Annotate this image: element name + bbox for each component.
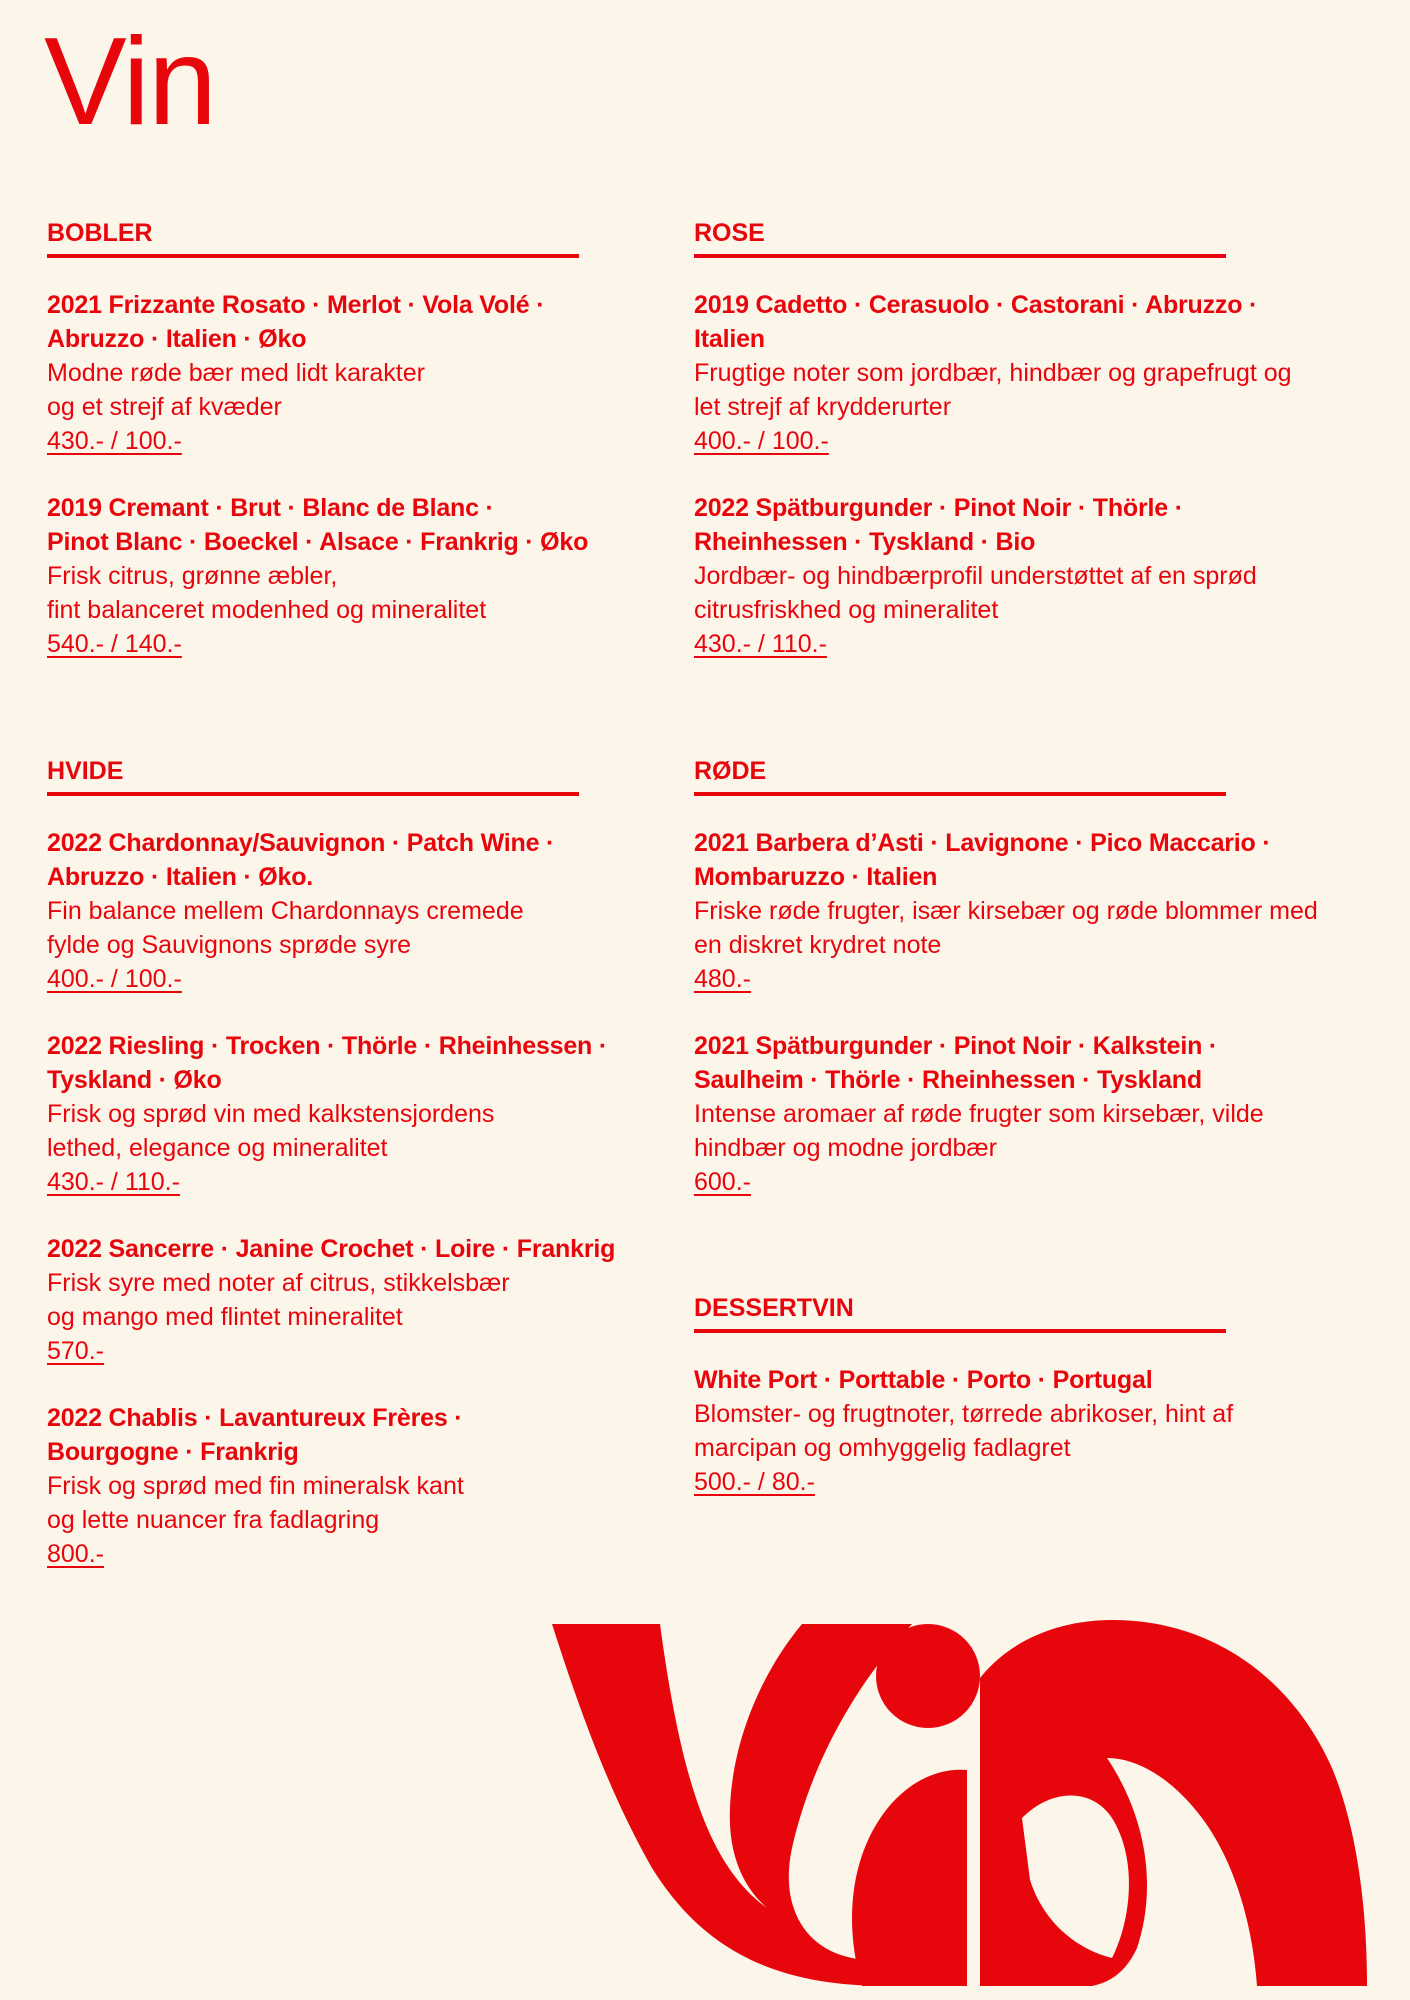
section-title: DESSERTVIN (694, 1293, 1226, 1333)
wine-name: Abruzzo · Italien · Øko (47, 325, 307, 353)
section-hvide (47, 756, 687, 1604)
wine-name: 2021 Spätburgunder · Pinot Noir · Kalkstein · (694, 1032, 1218, 1060)
wine-item (694, 288, 1334, 458)
wine-price: 540.- / 140.- (47, 630, 182, 658)
wine-description: Frisk citrus, grønne æbler, (47, 562, 338, 590)
wine-name: Bourgogne · Frankrig (47, 1438, 299, 1466)
wine-name: 2019 Cremant · Brut · Blanc de Blanc · (47, 494, 494, 522)
section-bobler (47, 218, 687, 694)
section-title: BOBLER (47, 218, 579, 258)
wine-description: en diskret krydret note (694, 931, 942, 959)
wine-list (694, 1363, 1334, 1499)
wine-description: og mango med flintet mineralitet (47, 1303, 403, 1331)
wine-description: og lette nuancer fra fadlagring (47, 1506, 380, 1534)
wine-description: Intense aromaer af røde frugter som kirsebær, vilde (694, 1100, 1264, 1128)
wine-name: Tyskland · Øko (47, 1066, 222, 1094)
wine-list (694, 288, 1334, 661)
wine-item (47, 826, 687, 996)
wine-name: Pinot Blanc · Boeckel · Alsace · Frankrig · Øko (47, 528, 589, 556)
wine-description: let strejf af krydderurter (694, 393, 952, 421)
wine-description: Frugtige noter som jordbær, hindbær og grapefrugt og (694, 359, 1292, 387)
wine-description: citrusfriskhed og mineralitet (694, 596, 999, 624)
wine-item (47, 1029, 687, 1199)
wine-price: 480.- (694, 965, 751, 993)
wine-description: Fin balance mellem Chardonnays cremede (47, 897, 524, 925)
wine-price: 400.- / 100.- (47, 965, 182, 993)
wine-price: 430.- / 110.- (47, 1168, 180, 1196)
logo-letter-i (852, 1770, 967, 1986)
wine-description: Friske røde frugter, især kirsebær og røde blommer med (694, 897, 1318, 925)
wine-name: Mombaruzzo · Italien (694, 863, 938, 891)
page-title: Vin (44, 13, 215, 151)
wine-description: Blomster- og frugtnoter, tørrede abrikoser, hint af (694, 1400, 1234, 1428)
wine-description: Modne røde bær med lidt karakter (47, 359, 425, 387)
wine-item (47, 1401, 687, 1571)
logo-letter-i-dot (876, 1624, 980, 1728)
wine-item (694, 1029, 1334, 1199)
wine-name: 2019 Cadetto · Cerasuolo · Castorani · Abruzzo · Italien (694, 291, 1258, 353)
section-title: RØDE (694, 756, 1226, 796)
wine-price: 800.- (47, 1540, 104, 1568)
section-rode (694, 756, 1334, 1232)
wine-price: 400.- / 100.- (694, 427, 829, 455)
wine-name: 2022 Sancerre · Janine Crochet · Loire · Frankrig (47, 1235, 616, 1263)
wine-description: fint balanceret modenhed og mineralitet (47, 596, 487, 624)
wine-description: og et strejf af kvæder (47, 393, 282, 421)
wine-name: Rheinhessen · Tyskland · Bio (694, 528, 1036, 556)
wine-description: Frisk og sprød med fin mineralsk kant (47, 1472, 464, 1500)
wine-name: 2022 Spätburgunder · Pinot Noir · Thörle · (694, 494, 1183, 522)
section-title: HVIDE (47, 756, 579, 796)
wine-description: hindbær og modne jordbær (694, 1134, 997, 1162)
wine-item (694, 826, 1334, 996)
section-rose (694, 218, 1334, 694)
wine-description: fylde og Sauvignons sprøde syre (47, 931, 412, 959)
wine-name: Saulheim · Thörle · Rheinhessen · Tyskland (694, 1066, 1202, 1094)
wine-price: 600.- (694, 1168, 751, 1196)
wine-price: 500.- / 80.- (694, 1468, 815, 1496)
wine-name: White Port · Porttable · Porto · Portugal (694, 1366, 1153, 1394)
wine-list (694, 826, 1334, 1199)
wine-name: 2021 Barbera d’Asti · Lavignone · Pico Maccario · (694, 829, 1271, 857)
vin-logo (552, 1618, 1367, 1986)
wine-item (47, 1232, 687, 1368)
wine-description: lethed, elegance og mineralitet (47, 1134, 388, 1162)
logo-letter-n (980, 1620, 1367, 1986)
wine-item (47, 491, 687, 661)
wine-price: 430.- / 110.- (694, 630, 827, 658)
wine-list (47, 288, 687, 661)
wine-item (694, 491, 1334, 661)
wine-price: 570.- (47, 1337, 104, 1365)
wine-name: 2022 Chablis · Lavantureux Frères · (47, 1404, 463, 1432)
wine-description: marcipan og omhyggelig fadlagret (694, 1434, 1071, 1462)
wine-name: Abruzzo · Italien · Øko. (47, 863, 314, 891)
wine-description: Jordbær- og hindbærprofil understøttet af en sprød (694, 562, 1257, 590)
wine-name: 2022 Chardonnay/Sauvignon · Patch Wine · (47, 829, 555, 857)
section-dessertvin (694, 1293, 1334, 1532)
wine-list (47, 826, 687, 1571)
wine-description: Frisk syre med noter af citrus, stikkelsbær (47, 1269, 510, 1297)
wine-name: 2021 Frizzante Rosato · Merlot · Vola Volé · (47, 291, 545, 319)
wine-price: 430.- / 100.- (47, 427, 182, 455)
wine-name: 2022 Riesling · Trocken · Thörle · Rheinhessen · (47, 1032, 607, 1060)
wine-description: Frisk og sprød vin med kalkstensjordens (47, 1100, 495, 1128)
wine-item (47, 288, 687, 458)
wine-item (694, 1363, 1334, 1499)
section-title: ROSE (694, 218, 1226, 258)
